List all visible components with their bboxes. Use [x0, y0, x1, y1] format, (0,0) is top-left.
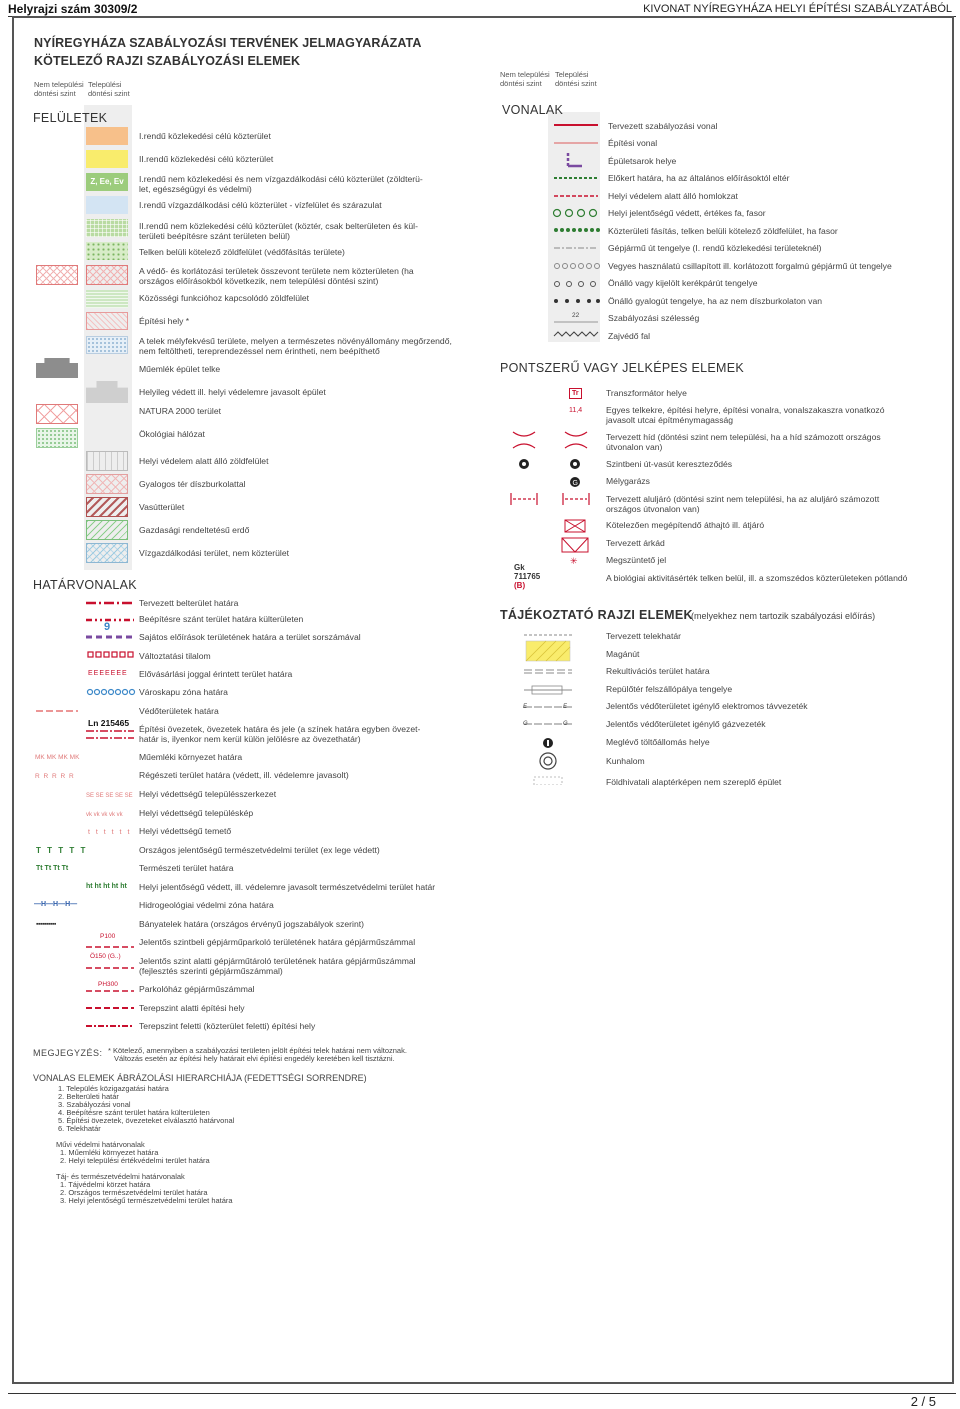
- label-felulet-6: Telken belüli kötelező zöldfelület (védőfásítás területe): [139, 247, 345, 257]
- note-label: MEGJEGYZÉS:: [33, 1048, 103, 1058]
- tag-tttt: T T T T T: [36, 846, 88, 855]
- tag-se: SE SE SE SE SE: [86, 793, 133, 799]
- label-hatar-2: Beépítésre szánt terület határa külterületen: [139, 614, 304, 624]
- label-vonal-7: Közterületi fásítás, telken belüli kötelező zöldfelület, ha fasor: [608, 226, 838, 236]
- label-pont-3: Tervezett híd (döntési szint nem települési, ha a híd számozott országos útvonalon van): [606, 432, 881, 452]
- label-hatar-4: Változtatási tilalom: [139, 651, 211, 661]
- label-felulet-10: A telek mélyfekvésű területe, melyen a természetes növényállomány megőrzendő, nem feltöltheti, tereprendezéssel nem érintheti, nem beépíthető: [139, 336, 452, 356]
- tag-11-4: 11,4: [569, 407, 583, 414]
- swatch-lowland: [86, 336, 128, 354]
- hierarchy-item-3: 3. Szabályozási vonal: [58, 1100, 131, 1109]
- tag-gk-3: (B): [514, 581, 526, 590]
- tag-eeee: EEEEEEE: [88, 670, 128, 677]
- label-vonal-2: Építési vonal: [608, 138, 658, 148]
- footer-rule: [8, 1393, 956, 1394]
- col-header-national-right-1: Nem települési: [500, 70, 550, 79]
- label-felulet-8: Közösségi funkcióhoz kapcsolódó zöldfelület: [139, 293, 310, 303]
- tag-gk-2: 711765: [514, 572, 541, 581]
- label-vonal-10: Önálló vagy kijelölt kerékpárút tengelye: [608, 278, 758, 288]
- tag-gk-1: Gk: [514, 563, 525, 572]
- label-info-3: Rekultivációs terület határa: [606, 666, 710, 676]
- swatch-lightblue: [86, 196, 128, 214]
- col-header-local-1: Települési: [88, 80, 122, 89]
- hierarchy-group2-title: Művi védelmi határvonalak: [56, 1140, 145, 1149]
- swatch-green-grid: [86, 219, 128, 237]
- swatch-natura2000: [36, 404, 78, 424]
- label-info-4: Repülőtér felszállópálya tengelye: [606, 684, 733, 694]
- label-hatar-18: Bányatelek határa (országos érvényű jogszabályok szerint): [139, 919, 364, 929]
- tag-ht: ht ht ht ht ht: [86, 883, 127, 890]
- swatch-building-place: [86, 312, 128, 330]
- label-hatar-20: Jelentős szint alatti gépjárműtároló területének határa gépjárműszámmal (fejlesztés szerinti gépjárműszámmal): [139, 956, 416, 976]
- label-vonal-11: Önálló gyalogút tengelye, ha az nem díszburkolaton van: [608, 296, 823, 306]
- label-vonal-8: Gépjármű út tengelye (I. rendű közlekedési területeknél): [608, 243, 822, 253]
- label-vonal-3: Épületsarok helye: [608, 156, 677, 166]
- tag-tr: Tr: [569, 388, 582, 399]
- label-hatar-13: Helyi védettségű temető: [139, 826, 232, 836]
- tag-e-right: E: [563, 704, 568, 710]
- label-felulet-1: I.rendű közlekedési célú közterület: [139, 131, 271, 141]
- tag-g-left: G: [523, 721, 528, 727]
- label-hatar-3: Sajátos előírások területének határa a terület sorszámával: [139, 632, 361, 642]
- label-felulet-17: Vasútterület: [139, 502, 185, 512]
- col-header-local-right-1: Települési: [555, 70, 589, 79]
- tag-vk: vk vk vk vk vk: [86, 812, 123, 818]
- svg-text:G: G: [572, 480, 578, 487]
- label-hatar-23: Terepszint feletti (közterület feletti) építési hely: [139, 1021, 316, 1031]
- col-header-local-right: [555, 70, 597, 88]
- label-felulet-19: Vízgazdálkodási terület, nem közterület: [139, 548, 289, 558]
- tag-t: t t t t t t: [88, 829, 132, 836]
- label-felulet-5: II.rendű nem közlekedési célú közterület (köztér, csak belterületen és kül- területi beépítésre szánt területen belül): [139, 221, 418, 241]
- label-felulet-4: I.rendű vízgazdálkodási célú közterület - vízfelület és szárazulat: [139, 200, 382, 210]
- label-hatar-5: Elővásárlási joggal érintett terület határa: [139, 669, 293, 679]
- hierarchy-group3-title: Táj- és természetvédelmi határvonalak: [56, 1172, 185, 1181]
- label-felulet-7: A védő- és korlátozási területek összevont területe nem közterületen (ha országos előírásokból következik, nem települési döntési szint): [139, 266, 414, 286]
- label-hatar-12: Helyi védettségű településkép: [139, 808, 254, 818]
- label-pont-4: Szintbeni út-vasút kereszteződés: [606, 459, 733, 469]
- label-felulet-3: I.rendű nem közlekedési és nem vízgazdálkodási célú közterület (zöldterü- let, egészségügyi és védelmi): [139, 174, 423, 194]
- label-hatar-1: Tervezett belterület határa: [139, 598, 239, 608]
- swatch-ecological-network: [36, 428, 78, 448]
- label-pont-7: Kötelezően megépítendő áthajtó ill. átjáró: [606, 520, 765, 530]
- section-pontszeru: PONTSZERŰ VAGY JELKÉPES ELEMEK: [500, 361, 745, 375]
- tag-mk: MK MK MK MK: [35, 754, 80, 761]
- swatch-hatch-local: [86, 265, 128, 285]
- col-header-local: [88, 80, 130, 98]
- tag-22: 22: [572, 312, 580, 319]
- col-header-national-1: Nem települési: [34, 80, 84, 89]
- swatch-green-dots: [86, 242, 128, 260]
- label-vonal-12: Szabályozási szélesség: [608, 313, 700, 323]
- label-felulet-14: Ökológiai hálózat: [139, 429, 205, 439]
- col-header-national-right-2: döntési szint: [500, 79, 542, 88]
- hierarchy-group3-item-1: 1. Tájvédelmi körzet határa: [60, 1180, 151, 1189]
- label-pont-8: Tervezett árkád: [606, 538, 665, 548]
- hierarchy-group2-item-2: 2. Helyi települési értékvédelmi terület határa: [60, 1156, 210, 1165]
- label-info-7: Meglévő töltőállomás helye: [606, 737, 710, 747]
- label-hatar-11: Helyi védettségű településszerkezet: [139, 789, 277, 799]
- label-info-9: Földhivatali alaptérképen nem szereplő épület: [606, 777, 782, 787]
- boundary-line-symbols: [30, 595, 140, 1040]
- section-vonalak: VONALAK: [502, 103, 564, 117]
- swatch-community-green: [86, 290, 128, 308]
- point-symbols: [508, 425, 598, 575]
- tag-tt: Tt Tt Tt Tt: [36, 865, 69, 872]
- hierarchy-item-1: 1. Település közigazgatási határa: [58, 1084, 169, 1093]
- swatch-forest: [86, 520, 128, 540]
- tag-hidro: —H—H—H—: [34, 901, 78, 908]
- label-felulet-13: NATURA 2000 terület: [139, 406, 221, 416]
- label-hatar-15: Természeti terület határa: [139, 863, 234, 873]
- legend-subtitle: KÖTELEZŐ RAJZI SZABÁLYOZÁSI ELEMEK: [34, 54, 301, 68]
- label-hatar-17: Hidrogeológiai védelmi zóna határa: [139, 900, 274, 910]
- label-pont-2: Egyes telkekre, építési helyre, építési vonalra, vonalszakaszra vonatkozó javasolt utcai építménymagasság: [606, 405, 885, 425]
- swatch-green-badge: Z, Ee, Ev: [86, 173, 128, 191]
- label-felulet-9: Építési hely *: [139, 316, 190, 326]
- page-number: 2 / 5: [910, 1394, 936, 1409]
- swatch-yellow: [86, 150, 128, 168]
- hierarchy-group3-item-3: 3. Helyi jelentőségű természetvédelmi terület határa: [60, 1196, 233, 1205]
- label-info-8: Kunhalom: [606, 756, 645, 766]
- tag-number-9: 9: [104, 621, 111, 633]
- hierarchy-group3-item-2: 2. Országos természetvédelmi terület határa: [60, 1188, 208, 1197]
- hierarchy-item-5: 5. Építési övezetek, övezeteket elválasztó határvonal: [58, 1116, 235, 1125]
- hierarchy-title: VONALAS ELEMEK ÁBRÁZOLÁSI HIERARCHIÁJA (FEDETTSÉGI SORRENDRE): [33, 1073, 367, 1083]
- label-hatar-8: Építési övezetek, övezetek határa és jele (a színek határa egyben övezet- határ is, ilyenkor nem kerül külön jelölésre az övezethatár): [139, 724, 421, 744]
- label-vonal-6: Helyi jelentőségű védett, értékes fa, fasor: [608, 208, 766, 218]
- line-symbols: [550, 116, 602, 344]
- label-pont-1: Transzformátor helye: [606, 388, 687, 398]
- col-header-local-2: döntési szint: [88, 89, 130, 98]
- swatch-water-area: [86, 543, 128, 563]
- note-line-1: * Kötelező, amennyiben a szabályozási területen jelölt építési telek határai nem változnak.: [108, 1046, 407, 1055]
- section-tajekoztato: TÁJÉKOZTATÓ RAJZI ELEMEK: [500, 608, 693, 622]
- svg-text:✳: ✳: [570, 556, 578, 566]
- label-pont-10: A biológiai aktivitásérték telken belül, ill. a szomszédos közterületeken pótlandó: [606, 573, 908, 583]
- label-felulet-2: II.rendű közlekedési célú közterület: [139, 154, 274, 164]
- label-info-5: Jelentős védőterületet igénylő elektromos távvezeték: [606, 701, 808, 711]
- label-vonal-1: Tervezett szabályozási vonal: [608, 121, 718, 131]
- hierarchy-group2-item-1: 1. Műemléki környezet határa: [60, 1148, 159, 1157]
- document-title-header: KIVONAT NYÍREGYHÁZA HELYI ÉPÍTÉSI SZABÁLYZATÁBÓL: [643, 3, 952, 15]
- label-pont-5: Mélygarázs: [606, 476, 650, 486]
- col-header-local-right-2: döntési szint: [555, 79, 597, 88]
- section-hatarvonalak: HATÁRVONALAK: [33, 578, 137, 592]
- legend-title: NYÍREGYHÁZA SZABÁLYOZÁSI TERVÉNEK JELMAGYARÁZATA: [34, 36, 422, 50]
- tag-e-left: E: [523, 704, 528, 710]
- label-pont-6: Tervezett aluljáró (döntési szint nem települési, ha az aluljáró számozott országos útvonalon van): [606, 494, 880, 514]
- document-reference: Helyrajzi szám 30309/2: [8, 2, 138, 16]
- tag-banya: ▪▪▪▪▪▪▪▪▪▪: [36, 921, 56, 928]
- label-hatar-21: Parkolóház gépjárműszámmal: [139, 984, 255, 994]
- hierarchy-item-2: 2. Belterületi határ: [58, 1092, 119, 1101]
- label-hatar-19: Jelentős szintbeli gépjárműparkoló területének határa gépjárműszámmal: [139, 937, 416, 947]
- label-felulet-12: Helyileg védett ill. helyi védelemre javasolt épület: [139, 387, 326, 397]
- tag-p100: P100: [100, 933, 116, 940]
- label-info-6: Jelentős védőterületet igénylő gázvezeték: [606, 719, 766, 729]
- swatch-hatch-national: [36, 265, 78, 285]
- tag-o150: Ö150 (G..): [90, 953, 121, 960]
- label-felulet-18: Gazdasági rendeltetésű erdő: [139, 525, 250, 535]
- label-hatar-6: Városkapu zóna határa: [139, 687, 228, 697]
- label-hatar-14: Országos jelentőségű természetvédelmi terület (ex lege védett): [139, 845, 380, 855]
- section-feluletek: FELÜLETEK: [33, 111, 108, 125]
- swatch-orange: [86, 127, 128, 145]
- label-info-1: Tervezett telekhatár: [606, 631, 681, 641]
- label-felulet-11: Műemlék épület telke: [139, 364, 221, 374]
- swatch-railway: [86, 497, 128, 517]
- label-info-2: Magánút: [606, 649, 640, 659]
- label-hatar-9: Műemléki környezet határa: [139, 752, 243, 762]
- label-vonal-5: Helyi védelem alatt álló homlokzat: [608, 191, 738, 201]
- label-vonal-13: Zajvédő fal: [608, 331, 651, 341]
- label-pont-9: Megszüntető jel: [606, 555, 667, 565]
- tag-g-right: G: [563, 721, 568, 727]
- label-hatar-10: Régészeti terület határa (védett, ill. védelemre javasolt): [139, 770, 349, 780]
- label-hatar-16: Helyi jelentőségű védett, ill. védelemre javasolt természetvédelmi terület határ: [139, 882, 436, 892]
- label-hatar-22: Terepszint alatti építési hely: [139, 1003, 245, 1013]
- col-header-national: [34, 80, 84, 98]
- label-vonal-9: Vegyes használatú csillapított ill. korlátozott forgalmú gépjármű út tengelye: [608, 261, 892, 271]
- label-felulet-15: Helyi védelem alatt álló zöldfelület: [139, 456, 269, 466]
- label-vonal-4: Előkert határa, ha az általános előírásoktól eltér: [608, 173, 790, 183]
- hierarchy-item-4: 4. Beépítésre szánt terület határa külterületen: [58, 1108, 210, 1117]
- swatch-protected-green: [86, 451, 128, 471]
- tag-rr: R R R R R: [35, 773, 75, 780]
- hierarchy-item-6: 6. Telekhatár: [58, 1124, 101, 1133]
- swatch-pedestrian-square: [86, 474, 128, 494]
- col-header-national-2: döntési szint: [34, 89, 76, 98]
- tag-ln: Ln 215465: [88, 718, 130, 728]
- label-hatar-7: Védőterületek határa: [139, 706, 219, 716]
- note-line-2: Változás esetén az építési hely határait elvi építési engedély keretében kell tisztázni.: [114, 1054, 395, 1063]
- col-header-national-right: [500, 70, 550, 88]
- info-symbols: [520, 625, 580, 785]
- tag-ph300: PH300: [98, 981, 118, 988]
- label-felulet-16: Gyalogos tér díszburkolattal: [139, 479, 246, 489]
- section-tajekoztato-subtitle: (melyekhez nem tartozik szabályozási előírás): [691, 611, 876, 621]
